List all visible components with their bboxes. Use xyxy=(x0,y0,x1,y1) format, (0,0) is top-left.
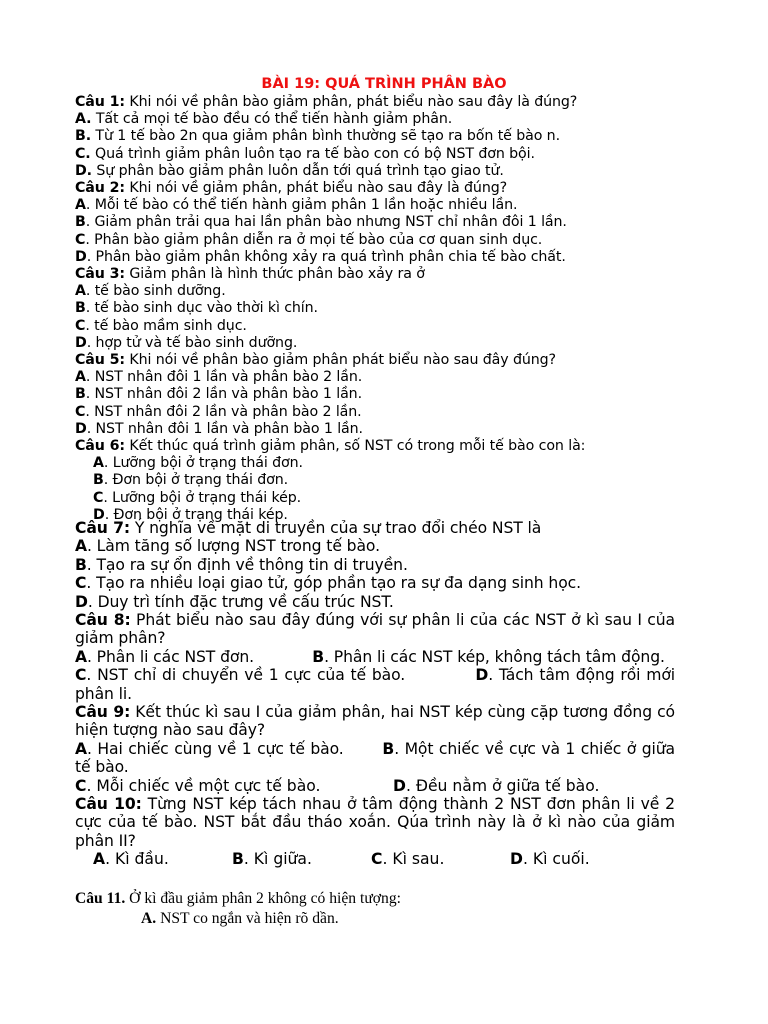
answer-option: D. Duy trì tính đặc trưng về cấu trúc NST. xyxy=(75,592,394,611)
question-10: Câu 10: Từng NST kép tách nhau ở tâm động thành 2 NST đơn phân li về 2 cực của tế bào. NST bắt đầu tháo xoắn. Qúa trình này là ở kì nào của giảm phân II? xyxy=(75,795,675,850)
answer-option: A. Phân li các NST đơn. B. Phân li các NST kép, không tách tâm động. xyxy=(75,647,665,666)
answer-option: B. Tạo ra sự ổn định về thông tin di truyền. xyxy=(75,555,408,574)
answer-option: A. tế bào sinh dưỡng. xyxy=(75,283,226,300)
answer-option: A. Tất cả mọi tế bào đều có thể tiến hành giảm phân. xyxy=(75,111,453,128)
answer-option: D. Phân bào giảm phân không xảy ra quá trình phân chia tế bào chất. xyxy=(75,248,566,265)
question-7: Câu 7: Ý nghĩa về mặt di truyền của sự trao đổi chéo NST là xyxy=(75,519,542,537)
answer-option: D. hợp tử và tế bào sinh dưỡng. xyxy=(75,334,298,351)
answer-option: D. Kì cuối. xyxy=(510,850,590,869)
answer-option: C. Mỗi chiếc về một cực tế bào. xyxy=(75,776,321,795)
question-6: Câu 6: Kết thúc quá trình giảm phân, số NST có trong mỗi tế bào con là: xyxy=(75,438,586,455)
answer-option: B. Đơn bội ở trạng thái đơn. xyxy=(93,472,289,489)
answer-option: B. Từ 1 tế bào 2n qua giảm phân bình thường sẽ tạo ra bốn tế bào n. xyxy=(75,128,560,145)
answer-option: C. NST nhân đôi 2 lần và phân bào 2 lần. xyxy=(75,403,362,420)
answer-option: D. Sự phân bào giảm phân luôn dẫn tới quá trình tạo giao tử. xyxy=(75,162,504,179)
answer-option: C. Kì sau. xyxy=(371,850,445,869)
answer-option: D. NST nhân đôi 1 lần và phân bào 1 lần. xyxy=(75,420,363,437)
answer-row xyxy=(75,777,675,795)
answer-option: A. NST co ngắn và hiện rõ dần. xyxy=(141,910,339,927)
answer-option: B. Kì giữa. xyxy=(232,850,312,869)
document-title: BÀI 19: QUÁ TRÌNH PHÂN BÀO xyxy=(261,76,507,92)
answer-option: C. Quá trình giảm phân luôn tạo ra tế bào con có bộ NST đơn bội. xyxy=(75,145,535,162)
questions-part-1 xyxy=(75,94,675,524)
answer-option: A. Kì đầu. xyxy=(93,850,169,869)
answer-option: C. Phân bào giảm phân diễn ra ở mọi tế bào của cơ quan sinh dục. xyxy=(75,231,543,248)
question-1: Câu 1: Khi nói về phân bào giảm phân, phát biểu nào sau đây là đúng? xyxy=(75,94,578,110)
answer-option: C. Lưỡng bội ở trạng thái kép. xyxy=(93,489,302,506)
answer-row xyxy=(75,850,675,868)
answer-option: A. Hai chiếc cùng về 1 cực tế bào. B. Một chiếc về cực và 1 chiếc ở giữa tế bào. xyxy=(75,739,676,777)
answer-option: C. NST chỉ di chuyển về 1 cực của tế bào. D. Tách tâm động rồi mới phân li. xyxy=(75,666,675,703)
answer-option: B. NST nhân đôi 2 lần và phân bào 1 lần. xyxy=(75,386,362,403)
question-8: Câu 8: Phát biểu nào sau đây đúng với sự phân li của các NST ở kì sau I của giảm phân? xyxy=(75,611,676,648)
answer-option: B. tế bào sinh dục vào thời kì chín. xyxy=(75,300,318,317)
questions-part-2 xyxy=(75,519,675,869)
answer-option: A. Làm tăng số lượng NST trong tế bào. xyxy=(75,537,380,556)
answer-option: D. Đều nằm ở giữa tế bào. xyxy=(393,776,600,795)
question-11: Câu 11. Ở kì đầu giảm phân 2 không có hiện tượng: xyxy=(75,890,401,907)
answer-option: B. Giảm phân trải qua hai lần phân bào nhưng NST chỉ nhân đôi 1 lần. xyxy=(75,214,567,231)
answer-option: C. tế bào mầm sinh dục. xyxy=(75,317,247,334)
answer-option: D. Đơn bội ở trạng thái kép. xyxy=(93,506,288,523)
answer-option: A. NST nhân đôi 1 lần và phân bào 2 lần. xyxy=(75,369,363,386)
questions-part-3 xyxy=(75,889,675,929)
question-5: Câu 5: Khi nói về phân bào giảm phân phát biểu nào sau đây đúng? xyxy=(75,352,556,369)
answer-option: A. Lưỡng bội ở trạng thái đơn. xyxy=(93,455,303,472)
question-3: Câu 3: Giảm phân là hình thức phân bào xảy ra ở xyxy=(75,266,425,283)
answer-option: A. Mỗi tế bào có thể tiến hành giảm phân 1 lần hoặc nhiều lần. xyxy=(75,197,518,214)
answer-option: C. Tạo ra nhiều loại giao tử, góp phần tạo ra sự đa dạng sinh học. xyxy=(75,574,581,593)
question-9: Câu 9: Kết thúc kì sau I của giảm phân, hai NST kép cùng cặp tương đồng có hiện tượng nào sau đây? xyxy=(75,703,675,740)
question-2: Câu 2: Khi nói về giảm phân, phát biểu nào sau đây là đúng? xyxy=(75,180,508,197)
